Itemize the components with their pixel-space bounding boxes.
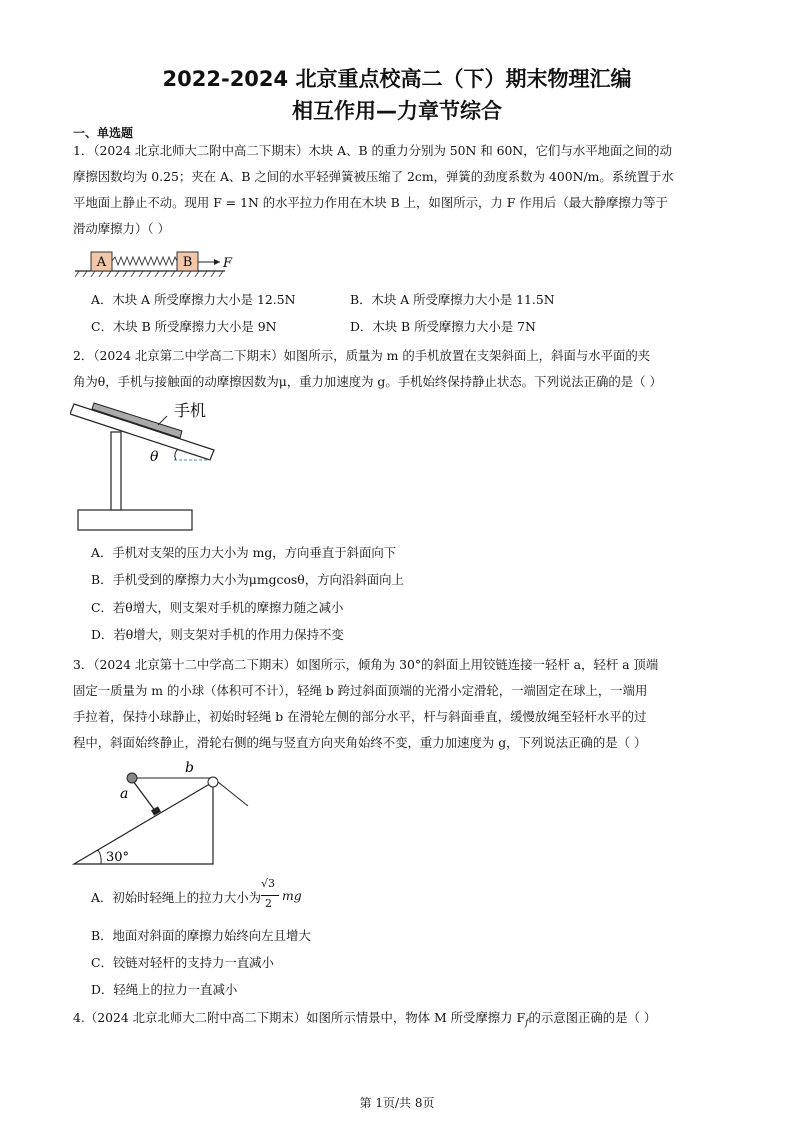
q2-line1: 2．（2024 北京第二中学高二下期末）如图所示，质量为 m 的手机放置在支架斜面上，斜面与水平面的夹 xyxy=(73,348,651,363)
angle-arc xyxy=(175,449,178,460)
stand-pole xyxy=(111,432,121,510)
angle-label: θ xyxy=(150,449,159,465)
ball xyxy=(127,773,137,783)
q3-line1: 3．（2024 北京第十二中学高二下期末）如图所示，倾角为 30°的斜面上用铰链连接一轻杆 a，轻杆 a 顶端 xyxy=(73,657,659,672)
fraction-bar xyxy=(261,895,279,896)
force-arrowhead xyxy=(214,259,220,265)
page-footer: 第 1页/共 8页 xyxy=(359,1096,435,1110)
q3-line2: 固定一质量为 m 的小球（体积可不计），轻绳 b 跨过斜面顶端的光滑小定滑轮，一端固定在球上，一端用 xyxy=(73,683,648,698)
q1-option-c[interactable]: C．木块 B 所受摩擦力大小是 9N xyxy=(91,319,277,334)
fraction-denominator: 2 xyxy=(265,897,272,910)
q2-line2: 角为θ，手机与接触面的动摩擦因数为μ，重力加速度为 g。手机始终保持静止状态。下列说法正确的是（ ） xyxy=(73,374,662,389)
doc-title-line2: 相互作用—力章节综合 xyxy=(292,99,502,123)
angle-label: 30° xyxy=(106,850,130,865)
q3-stem xyxy=(73,652,725,756)
q2-option-d[interactable]: D．若θ增大，则支架对手机的作用力保持不变 xyxy=(91,627,344,642)
q1-option-d[interactable]: D．木块 B 所受摩擦力大小是 7N xyxy=(350,319,536,334)
q3-figure xyxy=(72,756,257,868)
q3-line4: 程中，斜面始终静止，滑轮右侧的绳与竖直方向夹角始终不变，重力加速度为 g，下列说法正确的是（ ） xyxy=(73,735,647,750)
spring xyxy=(112,257,177,265)
q3-option-d[interactable]: D．轻绳上的拉力一直减小 xyxy=(91,982,238,997)
section-heading: 一、单选题 xyxy=(73,126,134,140)
q1-line3: 平地面上静止不动。现用 F = 1N 的水平拉力作用在木块 B 上，如图所示，力 F 作用后（最大静摩擦力等于 xyxy=(73,195,668,210)
q3-option-a-text: A．初始时轻绳上的拉力大小为 xyxy=(91,890,262,905)
q1-option-a[interactable]: A．木块 A 所受摩擦力大小是 12.5N xyxy=(91,292,296,307)
doc-title-line1: 2022-2024 北京重点校高二（下）期末物理汇编 xyxy=(162,67,632,91)
phone-label: 手机 xyxy=(174,401,207,420)
label-a: a xyxy=(120,786,129,802)
block-b-label: B xyxy=(182,255,193,270)
q2-option-a[interactable]: A．手机对支架的压力大小为 mg，方向垂直于斜面向下 xyxy=(91,545,397,560)
rod-a xyxy=(133,781,156,812)
block-a-label: A xyxy=(96,255,107,270)
q4-line1-tail: 的示意图正确的是（ ） xyxy=(528,1010,657,1025)
q2-option-b[interactable]: B．手机受到的摩擦力大小为μmgcosθ，方向沿斜面向上 xyxy=(91,572,404,587)
fraction-numerator: √3 xyxy=(261,877,276,890)
q4-line1: 4.（2024 北京北师大二附中高二下期末）如图所示情景中，物体 M 所受摩擦力 F xyxy=(73,1010,526,1025)
q4-stem xyxy=(73,1005,725,1036)
q4-subscript: f xyxy=(525,1018,529,1029)
q2-option-c[interactable]: C．若θ增大，则支架对手机的摩擦力随之减小 xyxy=(91,600,344,615)
q1-option-b[interactable]: B．木块 A 所受摩擦力大小是 11.5N xyxy=(350,292,555,307)
stand-base xyxy=(78,510,192,530)
label-b: b xyxy=(185,760,194,776)
q2-stem xyxy=(73,343,725,395)
force-label: F xyxy=(223,256,233,271)
q3-option-c[interactable]: C．铰链对轻杆的支持力一直减小 xyxy=(91,955,274,970)
q1-line4: 滑动摩擦力）（ ） xyxy=(73,221,170,236)
q3-line3: 手拉着，保持小球静止，初始时轻绳 b 在滑轮左侧的部分水平，杆与斜面垂直，缓慢放绳至轻杆水平的过 xyxy=(73,709,647,724)
ground-hatch xyxy=(75,271,223,277)
q1-stem xyxy=(73,138,725,242)
q3-option-a-unit: mg xyxy=(282,888,302,903)
q1-line2: 摩擦因数均为 0.25；夹在 A、B 之间的水平轻弹簧被压缩了 2cm，弹簧的劲度系数为 400N/m。系统置于水 xyxy=(73,169,674,184)
phone-pointer xyxy=(158,416,167,425)
q1-figure xyxy=(75,247,245,279)
pulley xyxy=(208,777,218,787)
q3-option-b[interactable]: B．地面对斜面的摩擦力始终向左且增大 xyxy=(91,928,311,943)
q2-figure xyxy=(70,396,230,534)
q1-line1: 1．（2024 北京北师大二附中高二下期末）木块 A、B 的重力分别为 50N 和 60N，它们与水平地面之间的动 xyxy=(73,143,672,158)
